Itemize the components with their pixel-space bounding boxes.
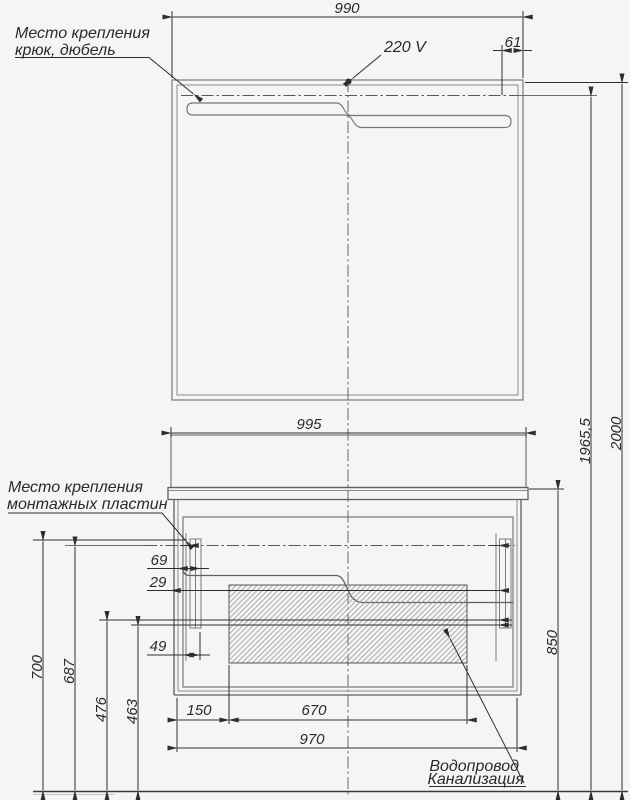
power-leader xyxy=(353,55,382,79)
plates-note-line2: монтажных пластин xyxy=(7,496,168,513)
dim-plate-width-label: 69 xyxy=(150,552,168,569)
dim-basin-width-label: 995 xyxy=(296,416,322,433)
dim-plate-side-gap-label: 49 xyxy=(149,638,167,655)
dim-drain-zone-offset-label: 150 xyxy=(186,702,212,719)
dim-plate-axis-height-label: 687 xyxy=(61,658,78,684)
dim-mirror-width-label: 990 xyxy=(334,0,360,17)
hook-note-leader xyxy=(15,58,194,95)
dim-drain-zone-width-label: 670 xyxy=(301,702,327,719)
dim-plate-inset-label: 29 xyxy=(149,574,167,591)
mirror xyxy=(172,79,523,401)
hook-note-line2: крюк, дюбель xyxy=(15,42,116,59)
sewerage-label: Канализация xyxy=(427,771,524,788)
dim-supply-height-label: 476 xyxy=(93,696,110,722)
basin-body xyxy=(171,435,526,488)
dim-hook-height-label: 1965,5 xyxy=(577,418,594,464)
dim-cabinet-width-label: 970 xyxy=(299,731,325,748)
plates-note-leader xyxy=(8,513,186,541)
dim-worktop-height-label: 850 xyxy=(544,629,561,655)
dim-plate-top-height-label: 700 xyxy=(29,654,46,680)
leaders xyxy=(8,55,526,787)
plates-note-line1: Место крепления xyxy=(8,479,143,496)
labels xyxy=(7,0,625,788)
drain-zone xyxy=(229,585,467,663)
floor xyxy=(33,792,628,795)
mirror-inner-frame xyxy=(177,85,518,395)
dim-drain-height-label: 463 xyxy=(124,698,141,724)
mirror-lamp-strip xyxy=(187,103,511,128)
hook-note-line1: Место крепления xyxy=(15,25,150,42)
power-label: 220 V xyxy=(384,39,426,56)
water-supply-label: Водопровод xyxy=(429,758,519,775)
dim-hook-inset-label: 61 xyxy=(504,34,522,51)
drain-zone-hatch xyxy=(229,585,467,663)
power-outlet-point xyxy=(346,79,352,85)
dim-overall-height-label: 2000 xyxy=(608,416,625,450)
